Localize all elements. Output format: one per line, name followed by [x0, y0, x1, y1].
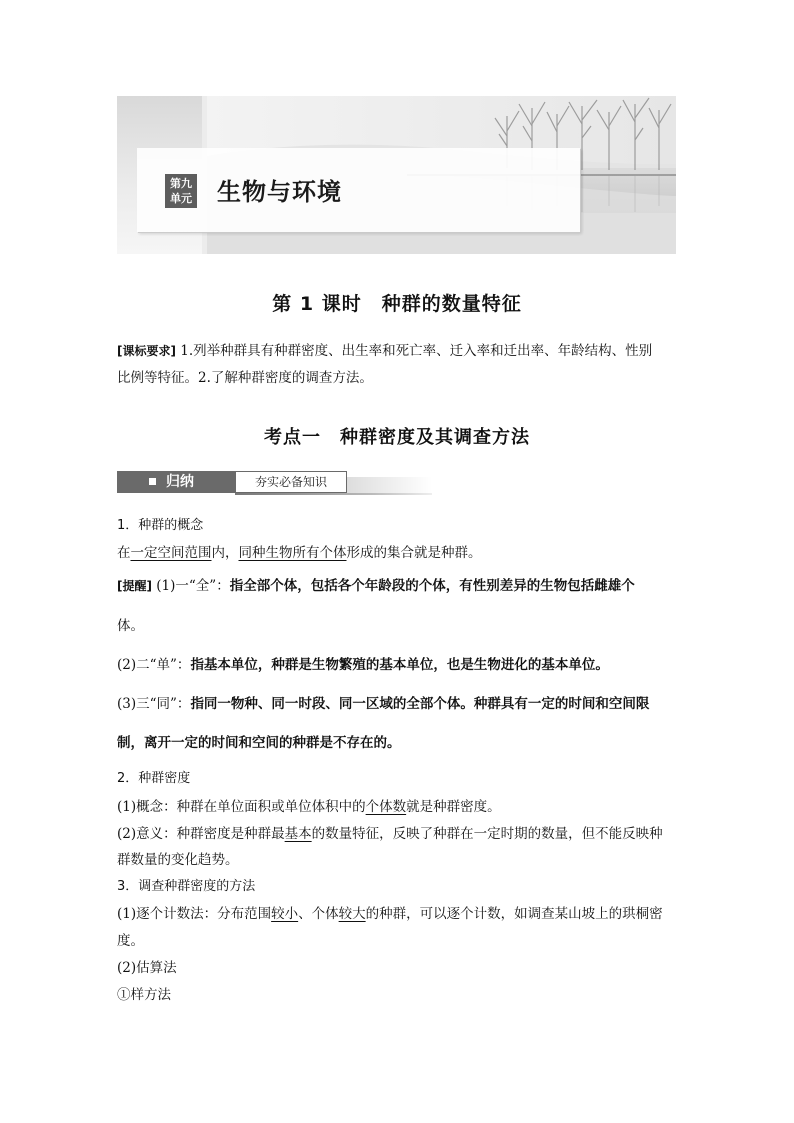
square-bullet-icon — [149, 478, 156, 485]
density-text: 的数量特征，反映了种群在一定时期的数量，但不能反映种 — [311, 826, 663, 842]
tip-2 — [117, 653, 679, 673]
heading-survey-methods: 3．调查种群密度的方法 — [117, 879, 256, 894]
tip-text: 指同一物种、同一时段、同一区域的全部个体。种群具有一定的时间和空间限 — [190, 696, 650, 712]
tip-label: (3)三“同”： — [117, 696, 191, 712]
summary-bar-label — [117, 471, 235, 493]
summary-bar-fade — [347, 477, 432, 493]
density-keyword: 个体数 — [365, 799, 407, 815]
standard-text-line2: 比例等特征。2.了解种群密度的调查方法。 — [117, 370, 373, 386]
population-definition — [117, 541, 679, 561]
method-keyword: 较大 — [338, 906, 366, 922]
unit-number-badge — [165, 174, 197, 208]
tip-1-cont: 体。 — [117, 618, 144, 634]
tip-1 — [117, 574, 679, 594]
tip-label: (2)二“单”： — [117, 657, 191, 673]
unit-badge-line1: 第九 — [170, 177, 192, 190]
def-text: 在 — [117, 545, 131, 561]
tip-tag: [提醒] — [117, 579, 152, 593]
standard-text-line1: 1.列举种群具有种群密度、出生率和死亡率、迁入率和迁出率、年龄结构、性别 — [180, 343, 653, 359]
density-concept — [117, 795, 679, 815]
section-title: 考点一 种群密度及其调查方法 — [264, 427, 530, 448]
def-keyword: 一定空间范围 — [130, 545, 212, 561]
def-text: 形成的集合就是种群。 — [346, 545, 482, 561]
standard-tag: [课标要求] — [117, 344, 176, 358]
method-keyword: 较小 — [271, 906, 299, 922]
def-text: 内， — [211, 545, 239, 561]
method-text: 的种群，可以逐个计数，如调查某山坡上的珙桐密 — [365, 906, 663, 922]
tip-3 — [117, 692, 679, 712]
unit-banner — [117, 96, 676, 254]
density-keyword: 基本 — [284, 826, 312, 842]
summary-bar-left-text: 归纳 — [166, 474, 194, 490]
heading-population-concept: 1．种群的概念 — [117, 518, 204, 533]
unit-badge-line2: 单元 — [170, 192, 192, 205]
density-text: 就是种群密度。 — [406, 799, 501, 815]
method-estimation: (2)估算法 — [117, 960, 177, 976]
density-text: (1)概念：种群在单位面积或单位体积中的 — [117, 799, 366, 815]
summary-bar — [117, 471, 432, 495]
summary-bar-sublabel: 夯实必备知识 — [235, 471, 347, 493]
tip-text: 指全部个体，包括各个年龄段的个体，有性别差异的生物包括雌雄个 — [229, 578, 635, 594]
curriculum-standard — [117, 338, 677, 392]
def-keyword: 同种生物所有个体 — [238, 545, 347, 561]
summary-bar-underline — [235, 493, 432, 495]
tip-label: (1)一“全”： — [156, 578, 230, 594]
banner-title-card — [137, 148, 580, 232]
tip-3-cont: 制，离开一定的时间和空间的种群是不存在的。 — [117, 735, 401, 751]
lesson-title: 第 1 课时 种群的数量特征 — [272, 293, 522, 315]
method-counting-cont: 度。 — [117, 933, 144, 949]
density-text: (2)意义：种群密度是种群最 — [117, 826, 285, 842]
tip-text: 指基本单位，种群是生物繁殖的基本单位，也是生物进化的基本单位。 — [190, 657, 609, 673]
density-significance-cont: 群数量的变化趋势。 — [117, 852, 239, 868]
heading-population-density: 2．种群密度 — [117, 771, 191, 786]
density-significance — [117, 822, 679, 842]
method-text: 、个体 — [298, 906, 339, 922]
method-counting — [117, 902, 679, 922]
method-quadrat: ①样方法 — [117, 987, 171, 1003]
unit-title: 生物与环境 — [217, 178, 342, 206]
method-text: (1)逐个计数法：分布范围 — [117, 906, 272, 922]
